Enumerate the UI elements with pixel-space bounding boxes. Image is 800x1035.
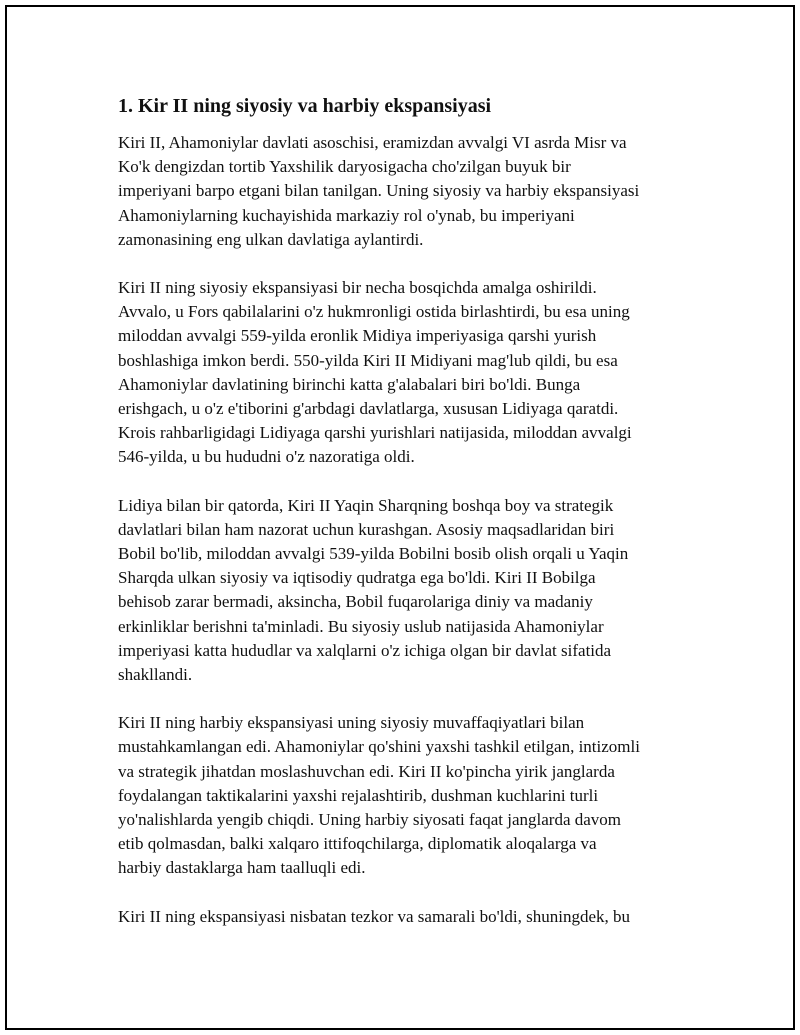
paragraph-4: Kiri II ning harbiy ekspansiyasi uning siyosiy muvaffaqiyatlari bilan mustahkamlangan edi. Ahamoniylar qo'shini yaxshi tashkil etilgan, intizomli va strategik jihatdan moslashuvchan edi. Kiri II ko'pincha yirik janglarda foydalangan taktikalarini yaxshi rejalashtirib, dushman kuchlarini turli yo'nalishlarda yengib chiqdi. Uning harbiy siyosati faqat janglarda davom etib qolmasdan, balki xalqaro ittifoqchilarga, diplomatik aloqalarga va harbiy dastaklarga ham taalluqli edi. (118, 713, 640, 878)
paragraph-1: Kiri II, Ahamoniylar davlati asoschisi, eramizdan avvalgi VI asrda Misr va Ko'k dengizdan tortib Yaxshilik daryosigacha cho'zilgan buyuk bir imperiyani barpo etgani bilan tanilgan. Uning siyosiy va harbiy ekspansiyasi Ahamoniylarning kuchayishida markaziy rol o'ynab, bu imperiyani zamonasining eng ulkan davlatiga aylantirdi. (118, 133, 640, 249)
paragraph-2: Kiri II ning siyosiy ekspansiyasi bir necha bosqichda amalga oshirildi. Avvalo, u Fors qabilalarini o'z hukmronligi ostida birlashtirdi, bu esa uning miloddan avvalgi 559-yilda eronlik Midiya imperiyasiga qarshi yurish boshlashiga imkon berdi. 550-yilda Kiri II Midiyani mag'lub qildi, bu esa Ahamoniylar davlatining birinchi katta g'alabalari biri bo'ldi. Bunga erishgach, u o'z e'tiborini g'arbdagi davlatlarga, xususan Lidiyaga qaratdi. Krois rahbarligidagi Lidiyaga qarshi yurishlari natijasida, miloddan avvalgi 546-yilda, u bu hududni o'z nazoratiga oldi. (118, 278, 632, 467)
paragraph-5: Kiri II ning ekspansiyasi nisbatan tezkor va samarali bo'ldi, shuningdek, bu (118, 906, 631, 926)
paragraph-3: Lidiya bilan bir qatorda, Kiri II Yaqin Sharqning boshqa boy va strategik davlatlari bilan ham nazorat uchun kurashgan. Asosiy maqsadlaridan biri Bobil bo'lib, miloddan avvalgi 539-yilda Bobilni bosib olish orqali u Yaqin Sharqda ulkan siyosiy va iqtisodiy qudratga ega bo'ldi. Kiri II Bobilga behisob zarar bermadi, aksincha, Bobil fuqarolariga diniy va madaniy erkinliklar berishni ta'minladi. Bu siyosiy uslub natijasida Ahamoniylar imperiyasi katta hududlar va xalqlarni o'z ichiga olgan bir davlat sifatida shakllandi. (118, 495, 629, 685)
section-heading: 1. Kir II ning siyosiy va harbiy ekspansiyasi (118, 95, 492, 117)
document-body (112, 93, 692, 953)
